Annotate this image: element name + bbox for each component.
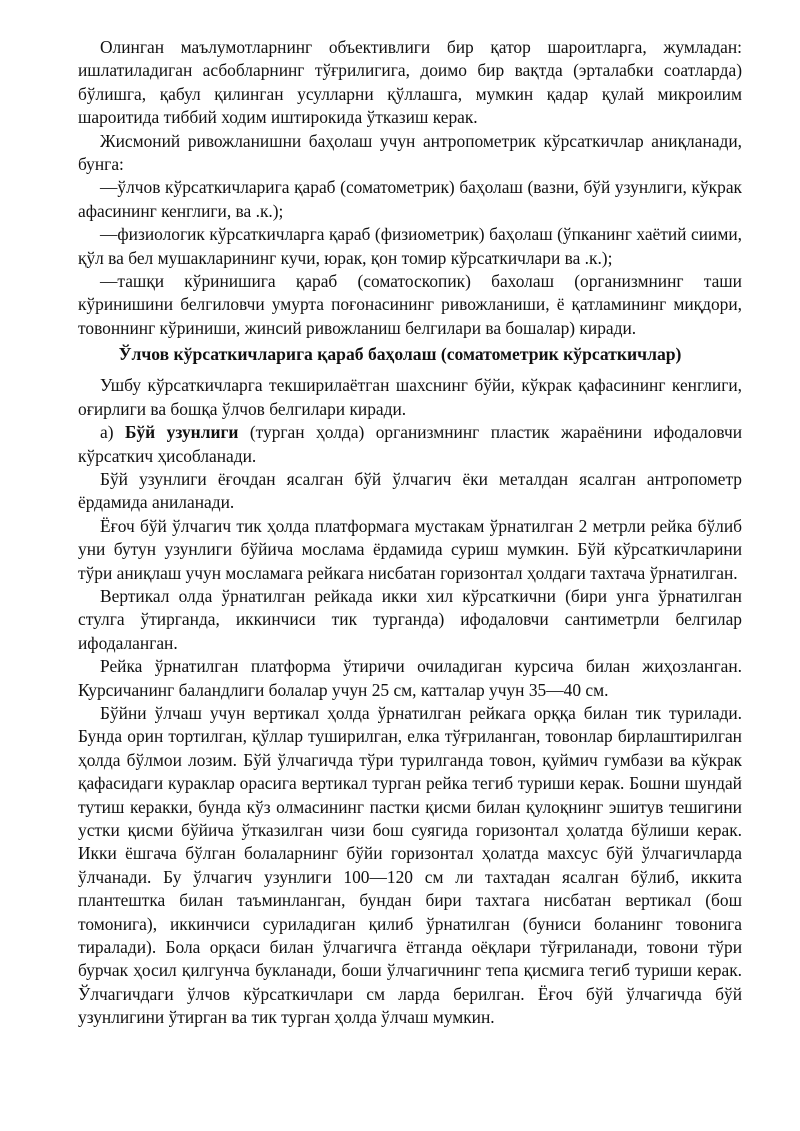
list-item-somatoscopic: —ташқи кўринишига қараб (соматоскопик) бахолаш (организмнинг таши кўринишини белгиловчи умурта поғонасининг ривожланиши, ё қатламининг миқдори, товоннинг кўриниши, жинсий ривожланиш белгилари ва бошалар) киради.: [78, 271, 742, 338]
paragraph-anthropometric: Жисмоний ривожланишни баҳолаш учун антропометрик кўрсаткичлар аниқланади, бунга:: [78, 130, 742, 175]
section-heading: Ўлчов кўрсаткичларига қараб баҳолаш (соматометрик кўрсаткичлар): [118, 344, 682, 365]
paragraph-vertical-rail: Вертикал олда ўрнатилган рейкада икки хил кўрсаткични (бири унга ўрнатилган стулга ўтирганда, иккинчиси тик турганда) ифодаловчи сантиметрли белгилар ифодаланган.: [78, 585, 742, 653]
paragraph-measurement-procedure: Бўйни ўлчаш учун вертикал ҳолда ўрнатилган рейкага орққа билан тик турилади. Бунда орин тортилган, қўллар туширилган, елка тўғриланган, товонлар бирлаштирилган ҳолда бўлмои лозим. Бўй ўлчагичда тўри турилганда товон, қуймич гумбази ва кўкрак қафасидаги кураклар орасига вертикал турган рейка тегиб туриши керак. Бошни шундай тутиш керакки, бунда кўз олмасининг пастки қисми билан қулоқнинг эшитув тешигини устки қисми бўйича ўтказилган чизи бош суягида горизонтал ҳолатда бўлиши керак. Икки ёшгача бўлган болаларнинг бўйи горизонтал ҳолатда махсус бўй ўлчагичларда ўлчанади. Бу ўлчагич узунлиги 100—120 см ли тахтадан ясалган бўлиб, иккита плантештка билан таъминланган, бундан бири тахтага нисбатан вертикал (бош томонига), иккинчиси суриладиган қилиб ўрнатилган (буниси боланинг товонига тиралади). Бола орқаси билан ўлчагичга ётганда оёқлари тўғриланади, товони тўри бурчак ҳосил қилгунча букланади, боши ўлчагичнинг тепа қисмига тегиб туриши керак. Ўлчагичдаги ўлчов кўрсаткичлари см ларда берилган. Ёғоч бўй ўлчагичда бўй узунлигини ўтирган ва тик турган ҳолда ўлчаш мумкин.: [78, 702, 742, 1028]
item-a-prefix: а): [100, 422, 125, 443]
paragraph-height-measure: Бўй узунлиги ёғочдан ясалган бўй ўлчагич ёки металдан ясалган антропометр ёрдамида аниланади.: [78, 468, 742, 513]
item-a-term: Бўй узунлиги: [124, 422, 239, 443]
paragraph-objectivity: Олинган маълумотларнинг объективлиги бир қатор шароитларга, жумладан: ишлатиладиган асбобларнинг тўғрилигига, доимо бир вақтда (эрталабки соатларда) бўлишга, қабул қилинган усулларни қўллашга, мумкин қадар қулай микроилим шароитида тиббий ходим иштирокида ўтказиш керак.: [78, 37, 742, 128]
list-item-somatometric: —ўлчов кўрсаткичларига қараб (соматометрик) баҳолаш (вазни, бўй узунлиги, кўкрак афасининг кенглиги, ва .к.);: [78, 177, 742, 221]
paragraph-wooden-stadiometer: Ёғоч бўй ўлчагич тик ҳолда платформага мустакам ўрнатилган 2 метрли рейка бўлиб уни бутун узунлиги бўйича мослама ёрдамида суриш мумкин. Бўй кўрсаткичларини тўри аниқлаш учун мосламага рейкага нисбатан горизонтал ҳолдаги тахтача ўрнатилган.: [78, 515, 742, 583]
paragraph-item-a: [78, 421, 742, 468]
list-item-physiometric: —физиологик кўрсаткичларга қараб (физиометрик) баҳолаш (ўпканинг хаётий сиими, қўл ва бел мушакларининг кучи, юрак, қон томир кўрсаткичлари ва .к.);: [78, 224, 742, 268]
item-a-text: (турган ҳолда) организмнинг пластик жараёнини ифодаловчи кўрсаткич ҳисобланади.: [78, 422, 743, 466]
paragraph-platform-stool: Рейка ўрнатилган платформа ўтиричи очиладиган курсича билан жиҳозланган. Курсичанинг баландлиги болалар учун 25 см, катталар учун 35—40 см.: [78, 656, 742, 700]
document-page: [78, 36, 742, 1030]
paragraph-indicators: Ушбу кўрсаткичларга текширилаётган шахснинг бўйи, кўкрак қафасининг кенглиги, оғирлиги ва бошқа ўлчов белгилари киради.: [78, 375, 742, 419]
